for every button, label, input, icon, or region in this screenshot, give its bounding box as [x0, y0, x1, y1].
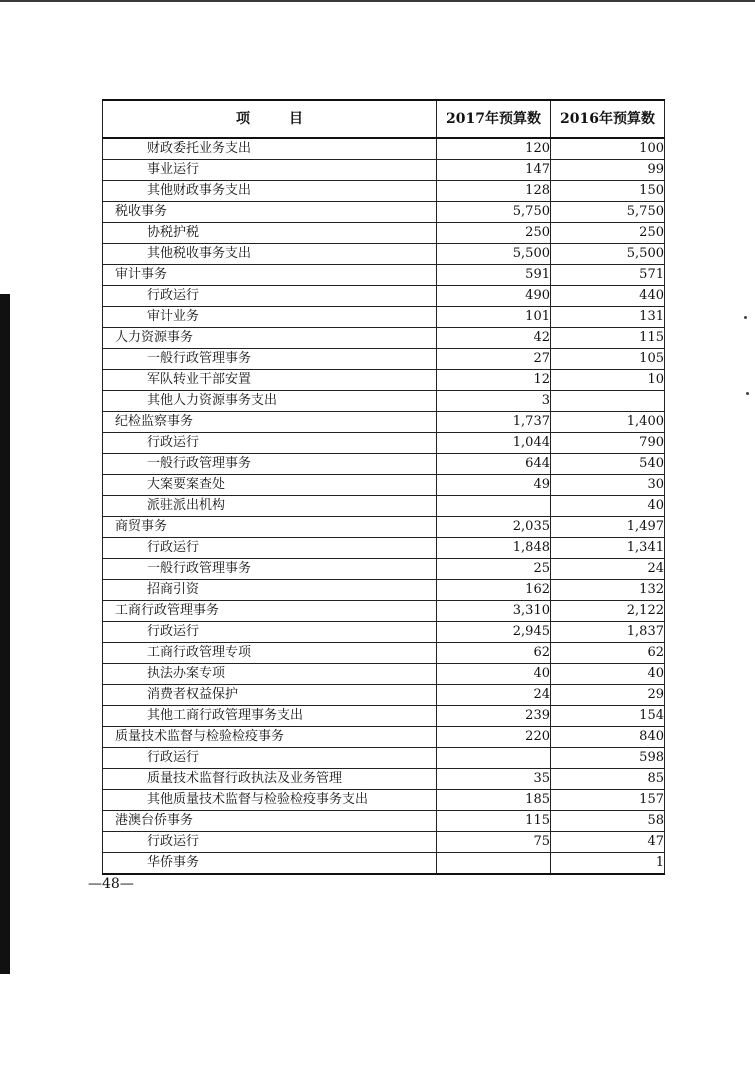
value-2016: 1,837 — [551, 622, 665, 643]
value-2016: 5,500 — [551, 244, 665, 265]
table-row — [103, 580, 665, 601]
table-row — [103, 328, 665, 349]
table-row — [103, 412, 665, 433]
value-2016: 2,122 — [551, 601, 665, 622]
value-2017: 591 — [437, 265, 551, 286]
value-2017: 490 — [437, 286, 551, 307]
value-2016: 131 — [551, 307, 665, 328]
value-2016: 154 — [551, 706, 665, 727]
value-2016: 105 — [551, 349, 665, 370]
value-2016: 540 — [551, 454, 665, 475]
subitem-name: 派驻派出机构 — [103, 496, 437, 517]
value-2017: 12 — [437, 370, 551, 391]
value-2017: 1,044 — [437, 433, 551, 454]
value-2017: 5,750 — [437, 202, 551, 223]
subitem-name: 行政运行 — [103, 622, 437, 643]
scan-left-edge — [0, 294, 10, 974]
subitem-name: 其他财政事务支出 — [103, 181, 437, 202]
value-2017: 128 — [437, 181, 551, 202]
value-2017: 1,737 — [437, 412, 551, 433]
table-row — [103, 517, 665, 538]
value-2017: 162 — [437, 580, 551, 601]
category-name: 纪检监察事务 — [103, 412, 437, 433]
value-2016: 40 — [551, 496, 665, 517]
value-2017: 239 — [437, 706, 551, 727]
value-2017: 25 — [437, 559, 551, 580]
subitem-name: 一般行政管理事务 — [103, 559, 437, 580]
subitem-name: 质量技术监督行政执法及业务管理 — [103, 769, 437, 790]
value-2016: 440 — [551, 286, 665, 307]
value-2016: 29 — [551, 685, 665, 706]
table-row — [103, 454, 665, 475]
value-2017: 42 — [437, 328, 551, 349]
value-2016: 1,497 — [551, 517, 665, 538]
table-row — [103, 181, 665, 202]
value-2017: 101 — [437, 307, 551, 328]
value-2017: 24 — [437, 685, 551, 706]
value-2016: 62 — [551, 643, 665, 664]
subitem-name: 工商行政管理专项 — [103, 643, 437, 664]
value-2016: 132 — [551, 580, 665, 601]
table-row — [103, 559, 665, 580]
value-2016: 24 — [551, 559, 665, 580]
value-2017: 2,035 — [437, 517, 551, 538]
subitem-name: 行政运行 — [103, 748, 437, 769]
table-row — [103, 811, 665, 832]
value-2017: 35 — [437, 769, 551, 790]
value-2017: 49 — [437, 475, 551, 496]
scan-top-edge — [0, 0, 755, 2]
subitem-name: 招商引资 — [103, 580, 437, 601]
value-2016: 58 — [551, 811, 665, 832]
value-2016: 100 — [551, 138, 665, 160]
subitem-name: 财政委托业务支出 — [103, 138, 437, 160]
table-row — [103, 853, 665, 875]
category-name: 审计事务 — [103, 265, 437, 286]
table-row — [103, 286, 665, 307]
subitem-name: 其他税收事务支出 — [103, 244, 437, 265]
value-2016: 150 — [551, 181, 665, 202]
table-row — [103, 601, 665, 622]
value-2016: 790 — [551, 433, 665, 454]
table-row — [103, 138, 665, 160]
scan-speck — [746, 392, 749, 395]
value-2016: 157 — [551, 790, 665, 811]
subitem-name: 一般行政管理事务 — [103, 454, 437, 475]
table-row — [103, 391, 665, 412]
value-2017 — [437, 853, 551, 875]
value-2016: 85 — [551, 769, 665, 790]
category-name: 税收事务 — [103, 202, 437, 223]
subitem-name: 行政运行 — [103, 286, 437, 307]
header-2017-budget: 2017年预算数 — [437, 100, 551, 138]
value-2016: 5,750 — [551, 202, 665, 223]
category-name: 工商行政管理事务 — [103, 601, 437, 622]
table-row — [103, 664, 665, 685]
page-number: —48— — [88, 876, 134, 892]
value-2016: 10 — [551, 370, 665, 391]
table-row — [103, 265, 665, 286]
value-2016: 1,341 — [551, 538, 665, 559]
value-2017: 2,945 — [437, 622, 551, 643]
value-2016 — [551, 391, 665, 412]
table-row — [103, 202, 665, 223]
subitem-name: 消费者权益保护 — [103, 685, 437, 706]
value-2016: 1,400 — [551, 412, 665, 433]
subitem-name: 行政运行 — [103, 433, 437, 454]
header-2016-budget: 2016年预算数 — [551, 100, 665, 138]
value-2017: 40 — [437, 664, 551, 685]
table-row — [103, 769, 665, 790]
subitem-name: 其他质量技术监督与检验检疫事务支出 — [103, 790, 437, 811]
subitem-name: 一般行政管理事务 — [103, 349, 437, 370]
value-2017: 120 — [437, 138, 551, 160]
subitem-name: 审计业务 — [103, 307, 437, 328]
subitem-name: 事业运行 — [103, 160, 437, 181]
value-2017 — [437, 496, 551, 517]
table-row — [103, 706, 665, 727]
table-header — [103, 100, 665, 138]
table-row — [103, 307, 665, 328]
value-2016: 840 — [551, 727, 665, 748]
value-2016: 115 — [551, 328, 665, 349]
value-2016: 30 — [551, 475, 665, 496]
subitem-name: 大案要案查处 — [103, 475, 437, 496]
value-2017: 62 — [437, 643, 551, 664]
value-2017: 220 — [437, 727, 551, 748]
table-row — [103, 622, 665, 643]
value-2017 — [437, 748, 551, 769]
budget-table — [102, 99, 665, 875]
value-2017: 3 — [437, 391, 551, 412]
value-2017: 3,310 — [437, 601, 551, 622]
category-name: 人力资源事务 — [103, 328, 437, 349]
table-row — [103, 223, 665, 244]
value-2016: 1 — [551, 853, 665, 875]
table-row — [103, 790, 665, 811]
value-2016: 47 — [551, 832, 665, 853]
header-item: 项 目 — [103, 100, 437, 138]
table-row — [103, 475, 665, 496]
subitem-name: 执法办案专项 — [103, 664, 437, 685]
table-row — [103, 433, 665, 454]
table-row — [103, 370, 665, 391]
subitem-name: 协税护税 — [103, 223, 437, 244]
value-2017: 1,848 — [437, 538, 551, 559]
value-2017: 644 — [437, 454, 551, 475]
value-2016: 99 — [551, 160, 665, 181]
value-2016: 571 — [551, 265, 665, 286]
value-2017: 250 — [437, 223, 551, 244]
value-2017: 75 — [437, 832, 551, 853]
category-name: 港澳台侨事务 — [103, 811, 437, 832]
category-name: 商贸事务 — [103, 517, 437, 538]
subitem-name: 行政运行 — [103, 832, 437, 853]
value-2017: 147 — [437, 160, 551, 181]
table-row — [103, 349, 665, 370]
value-2016: 598 — [551, 748, 665, 769]
table-row — [103, 538, 665, 559]
table-row — [103, 832, 665, 853]
subitem-name: 其他工商行政管理事务支出 — [103, 706, 437, 727]
value-2017: 185 — [437, 790, 551, 811]
table-row — [103, 244, 665, 265]
subitem-name: 华侨事务 — [103, 853, 437, 875]
subitem-name: 行政运行 — [103, 538, 437, 559]
subitem-name: 军队转业干部安置 — [103, 370, 437, 391]
scan-speck — [744, 316, 747, 319]
table-row — [103, 685, 665, 706]
value-2016: 40 — [551, 664, 665, 685]
table-body — [103, 138, 665, 874]
value-2017: 115 — [437, 811, 551, 832]
value-2017: 5,500 — [437, 244, 551, 265]
value-2017: 27 — [437, 349, 551, 370]
table-row — [103, 496, 665, 517]
table-row — [103, 727, 665, 748]
subitem-name: 其他人力资源事务支出 — [103, 391, 437, 412]
table-row — [103, 748, 665, 769]
category-name: 质量技术监督与检验检疫事务 — [103, 727, 437, 748]
table-row — [103, 160, 665, 181]
table-row — [103, 643, 665, 664]
value-2016: 250 — [551, 223, 665, 244]
